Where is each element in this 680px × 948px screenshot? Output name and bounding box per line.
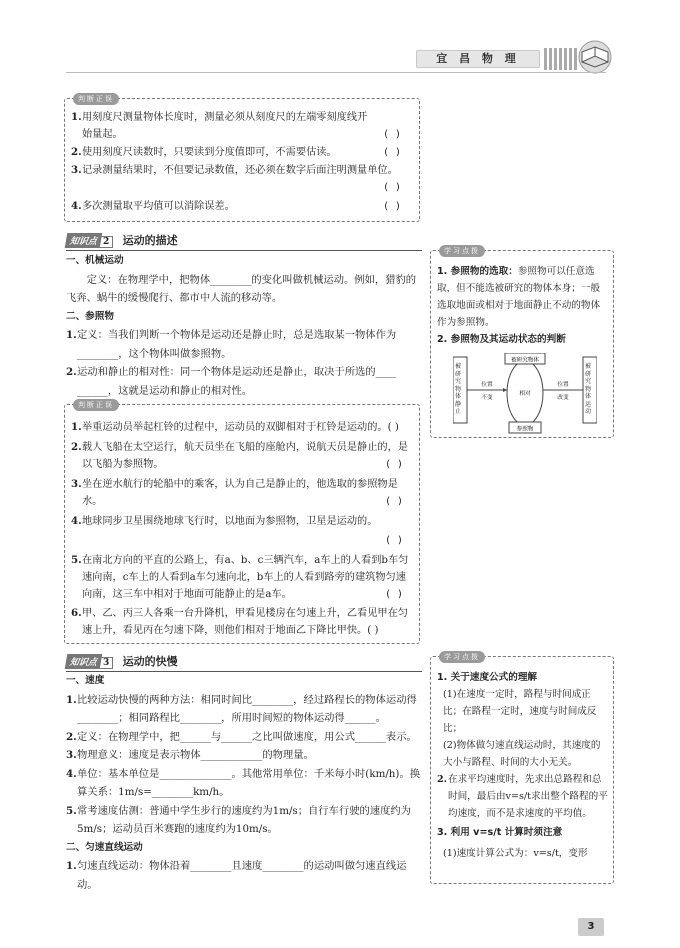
quiz-item: 4. 多次测量取平均值可以消除误差。 ( ) [71,200,401,212]
kp2-heading [66,232,422,251]
quiz-tag: 判断正误 [73,399,119,411]
kp2-body: 一、机械运动 定义：在物理学中，把物体________的变化叫做机械运动。例如，猎豹的飞奔、蜗牛的缓慢爬行、都市中人流的移动等。 二、参照物 1. 定义：当我们判断一个物体是运动还是静止时，总是选取某一物体作为________，这个物体叫做参照物。 2. 运动和静止的相对性：同一个物体是运动还是静止，取决于所选的____ ______，这就是运动和静止的相对性。 [66,252,422,400]
page-number: 3 [578,918,604,936]
paragraph: 定义：在物理学中，把______与______之比叫做速度，用公式______表示。 [77,730,417,743]
quiz-box-1 [64,95,420,222]
quiz-item: 1. 举重运动员举起杠铃的过程中，运动员的双脚相对于杠铃是运动的。( ) [71,421,399,433]
tip-text: (2)物体做匀速直线运动时，其速度的大小与路程、时间的大小无关。 [443,740,601,768]
tip-text: 在求平均速度时，先求出总路程和总时间，最后由v=s/t求出整个路程的平均速度，而不是求速度的平均值。 [448,774,608,819]
quiz-item: 2. 载人飞船在太空运行，航天员坐在飞船的座舱内，说航天员是静止的，是以飞船为参照物。 ( ) [71,441,408,470]
tips-tag: 学习点拨 [439,245,485,257]
paragraph: 匀速直线运动：物体沿着________且速度________的运动叫做匀速直线运动。 [77,860,407,891]
quiz-item: 3. 坐在逆水航行的轮船中的乘客，认为自己是静止的，他选取的参照物是水。 ( ) [71,478,403,507]
paragraph: 常考速度估测：普通中学生步行的速度约为1m/s；自行车行驶的速度约为5m/s；运动员百米赛跑的速度约为10m/s。 [77,804,411,835]
tip-text: (1)速度计算公式为：v=s/t，变形 [443,848,588,859]
tip-item: 1. 关于速度公式的理解 [437,672,538,683]
dg-r2: 改变 [557,395,569,401]
quiz-item: 4. 地球同步卫星围绕地球飞行时，以地面为参照物，卫星是运动的。 ( ) [71,515,403,546]
dg-right: 被研究物体运动 [585,363,592,415]
kp-label: 知识点 [65,233,103,248]
section-heading: 二、参照物 [66,310,114,322]
dg-bottom: 参照物 [516,426,534,433]
dg-mid: 相对 [519,391,531,397]
dg-top: 被研究物体 [511,357,539,364]
paragraph: 比较运动快慢的两种方法：相同时间比________，经过路程长的物体运动得________；相同路程比________，所用时间短的物体运动得______。 [77,693,417,724]
header-stripes [544,48,578,70]
section-heading: 二、匀速直线运动 [66,841,143,853]
reference-frame-diagram [453,353,597,435]
tip-item: 3. 利用 v=s/t 计算时须注意 [437,827,563,838]
quiz-item: 3. 记录测量结果时，不但要记录数值，还必须在数字后面注明测量单位。 ( ) [71,164,401,193]
kp-title: 运动的快慢 [122,655,178,668]
kp3-body: 一、速度 1. 比较运动快慢的两种方法：相同时间比________，经过路程长的物体运动得________；相同路程比________，所用时间短的物体运动得______。 2. 定义：在物理学中，把______与______之比叫做速度，用公式______表示。 3. 物理意义：速度是表示物体____________的物理量。 4. 单位：基本单位是______________。其他常用单位：千米每小时(km/h)。换算关系：1m/s=________km/h。 5. 常考速度估测：普通中学生步行的速度约为1m/s；自行车行驶的速度约为5m/s；运动员百米赛跑的速度约为10m/s。 二、匀速直线运动 1. 匀速直线运动：物体沿着________且速度________的运动叫做匀速直线运动。 [66,672,422,894]
dg-l2: 不变 [481,395,493,401]
section-heading: 一、速度 [66,675,105,686]
quiz-tag: 判断正误 [73,93,119,105]
section-heading: 一、机械运动 [66,255,124,266]
quiz-box-2 [64,401,420,644]
quiz-item: 6. 甲、乙、丙三人各乘一台升降机，甲看见楼房在匀速上升，乙看见甲在匀速上升，看见丙在匀速下降，则他们相对于地面乙下降比甲快。( ) [71,607,408,636]
tip-item: 2. 参照物及其运动状态的判断 [437,334,566,345]
definition: 定义：在物理学中，把物体________的变化叫做机械运动。例如，猎豹的飞奔、蜗牛的缓慢爬行、都市中人流的移动等。 [66,273,417,304]
quiz-item: 5. 在南北方向的平直的公路上，有a、b、c三辆汽车，a车上的人看到b车匀速向南，c车上的人看到a车匀速向北，b车上的人看到路旁的建筑物匀速向南，这三车中相对于地面可能静止的是a车。 ( ) [71,554,409,600]
paragraph: 物理意义：速度是表示物体____________的物理量。 [77,749,314,761]
kp-number: 2 [99,236,113,248]
tip-item: 1. 参照物的选取：参照物可以任意选取，但不能选被研究的物体本身；一般选取地面或相对于地面静止不动的物体作为参照物。 [437,266,601,328]
quiz-item: 1. 用刻度尺测量物体长度时，测量必须从刻度尺的左端零刻度线开始量起。 ( ) [71,111,401,140]
paragraph: 定义：当我们判断一个物体是运动还是静止时，总是选取某一物体作为________，这个物体叫做参照物。 [77,329,397,360]
paragraph: 单位：基本单位是______________。其他常用单位：千米每小时(km/h)。换算关系：1m/s=________km/h。 [77,767,421,798]
kp3-heading [66,653,422,672]
dg-r1: 位置 [557,382,569,388]
header-title: 宜 昌 物 理 [416,50,540,68]
kp-title: 运动的描述 [122,234,178,247]
paragraph: 运动和静止的相对性：同一个物体是运动还是静止，取决于所选的____ ______，这就是运动和静止的相对性。 [77,366,397,397]
tips-tag: 学习点拨 [439,651,485,663]
kp-label: 知识点 [65,654,103,669]
book-icon [577,40,613,74]
kp-number: 3 [99,657,113,669]
dg-l1: 位置 [481,382,493,388]
tips-box-1 [430,247,614,438]
dg-left: 被研究物体静止 [455,363,462,415]
quiz-item: 2. 使用刻度尺读数时，只要读到分度值即可，不需要估读。 ( ) [71,146,401,158]
tips-box-2: 学习点拨 1. 关于速度公式的理解 (1)在速度一定时，路程与时间成正比；在路程一定时，速度与时间成反比； (2)物体做匀速直线运动时，其速度的大小与路程、时间的大小无关。 2. 在求平均速度时，先求出总路程和总时间，最后由v=s/t求出整个路程的平均速度，而不是求速度的平均值。 3. 利用 v=s/t 计算时须注意 (1)速度计算公式为：v=s/t，变形 [430,656,614,884]
header-rule [66,72,606,73]
tip-text: (1)在速度一定时，路程与时间成正比；在路程一定时，速度与时间成反比； [443,689,597,734]
